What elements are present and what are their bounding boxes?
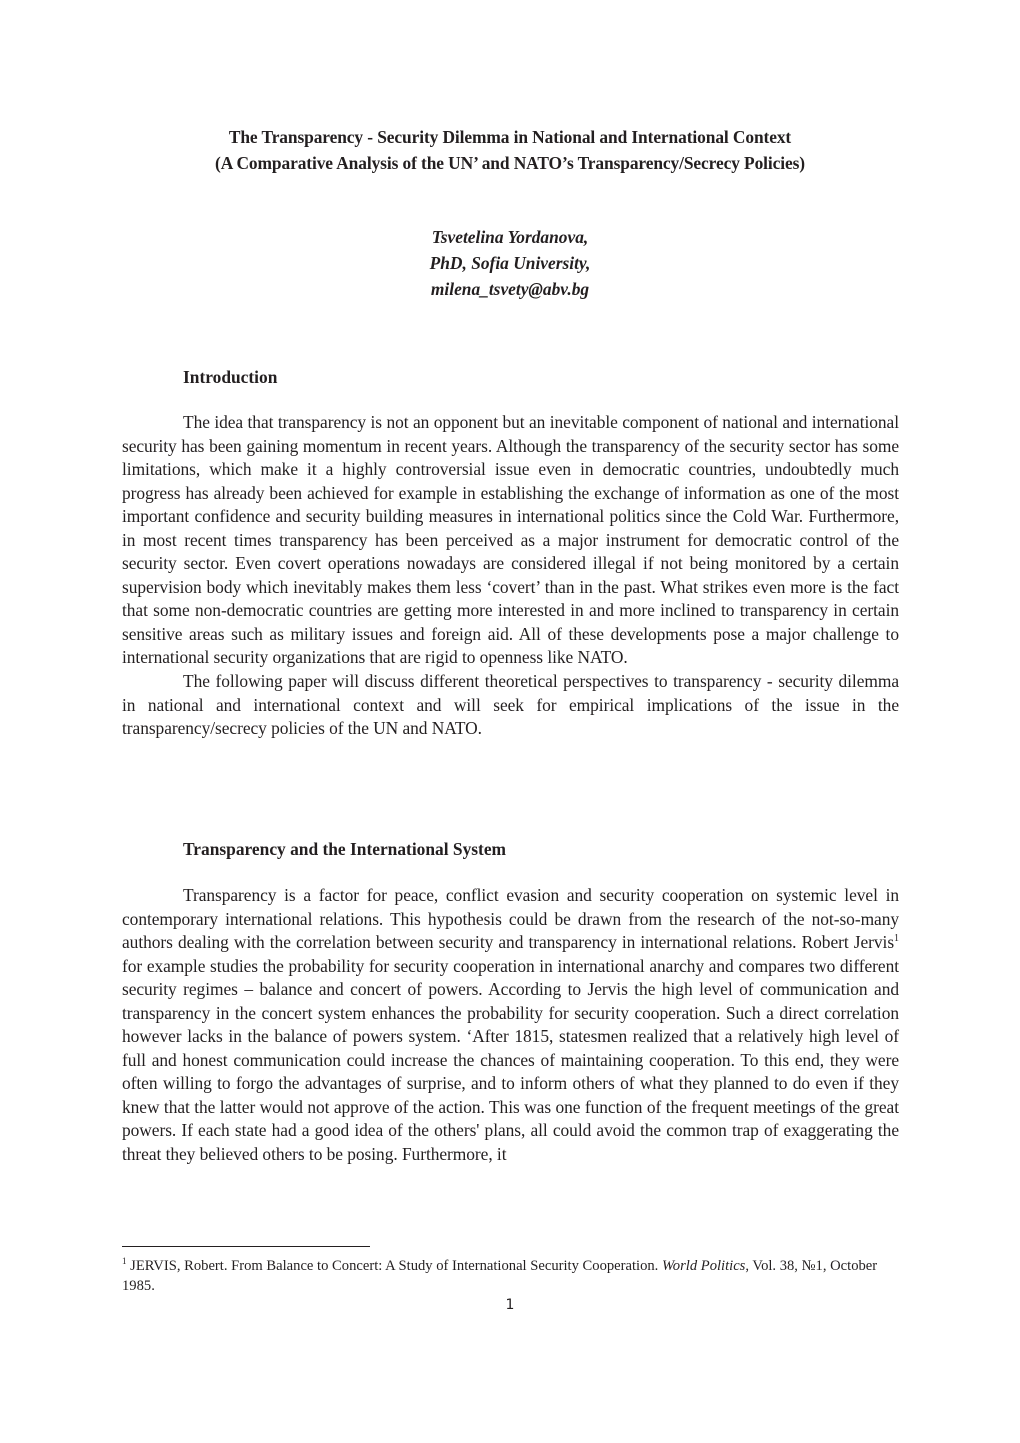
footnote-text-end: , Vol. 38, №1, October 1985. bbox=[122, 1258, 878, 1294]
footnote-separator bbox=[122, 1246, 370, 1247]
paragraph: The idea that transparency is not an opponent but an inevitable component of national and international security has been gaining momentum in recent years. Although the transparency of the security sector has some limitations, which make it a highly controversial issue even in democratic countries, undoubtedly much progress has already been achieved for example in establishing the exchange of information as one of the most important confidence and security building measures in international politics since the Cold War. Furthermore, in most recent times transparency has been perceived as a major instrument for democratic control of the security sector. Even covert operations nowadays are considered illegal if not being monitored by a certain supervision body which inevitably makes them less ‘covert’ than in the past. What strikes even more is the fact that some non-democratic countries are getting more interested in and more inclined to transparency in certain sensitive areas such as military issues and foreign aid. All of these developments pose a major challenge to international security organizations that are rigid to openness like NATO. bbox=[122, 412, 899, 668]
title-line-1: The Transparency - Security Dilemma in National and International Context bbox=[228, 127, 792, 147]
author-affiliation: PhD, Sofia University, bbox=[429, 253, 591, 273]
author-email: milena_tsvety@abv.bg bbox=[430, 279, 590, 299]
footnote bbox=[122, 1256, 899, 1296]
paragraph bbox=[122, 884, 899, 1167]
title-line-2: (A Comparative Analysis of the UN’ and NATO’s Transparency/Secrecy Policies) bbox=[215, 153, 805, 173]
footnote-journal: World Politics bbox=[661, 1258, 746, 1274]
page-number: 1 bbox=[505, 1297, 515, 1313]
footnote-number: 1 bbox=[122, 1256, 127, 1266]
section-heading-introduction: Introduction bbox=[183, 367, 278, 387]
paragraph-text: for example studies the probability for security cooperation in international anarchy and compares two different security regimes – balance and concert of powers. According to Jervis the high level of communication and transparency in the concert system enhances the probability for security cooperation. Such a direct correlation however lacks in the balance of powers system. ‘After 1815, statesmen realized that a relatively high level of full and honest communication could increase the chances of maintaining cooperation. To this end, they were often willing to forgo the advantages of surprise, and to inform others of what they planned to do even if they knew that the latter would not approve of the action. This was one function of the frequent meetings of the great powers. If each state had a good idea of the others' plans, all could avoid the common trap of exaggerating the threat they believed others to be posing. Furthermore, it bbox=[122, 955, 899, 1165]
paragraph: The following paper will discuss different theoretical perspectives to transparency - security dilemma in national and international context and will seek for empirical implications of the issue in the transparency/secrecy policies of the UN and NATO. bbox=[122, 671, 899, 739]
introduction-body bbox=[122, 411, 899, 741]
author-name: Tsvetelina Yordanova, bbox=[431, 227, 589, 247]
transparency-section-body bbox=[122, 884, 899, 1167]
author-block bbox=[300, 224, 720, 302]
paper-title bbox=[100, 124, 920, 176]
footnote-reference[interactable]: 1 bbox=[894, 933, 899, 945]
section-heading-transparency-international-system: Transparency and the International System bbox=[183, 839, 507, 859]
paragraph-text: Transparency is a factor for peace, conflict evasion and security cooperation on systemic level in contemporary international relations. This hypothesis could be drawn from the research of the not-so-many authors dealing with the correlation between security and transparency in international relations. Robert Jervis bbox=[122, 885, 899, 953]
footnote-text: JERVIS, Robert. From Balance to Concert: A Study of International Security Cooperation. bbox=[126, 1258, 662, 1274]
